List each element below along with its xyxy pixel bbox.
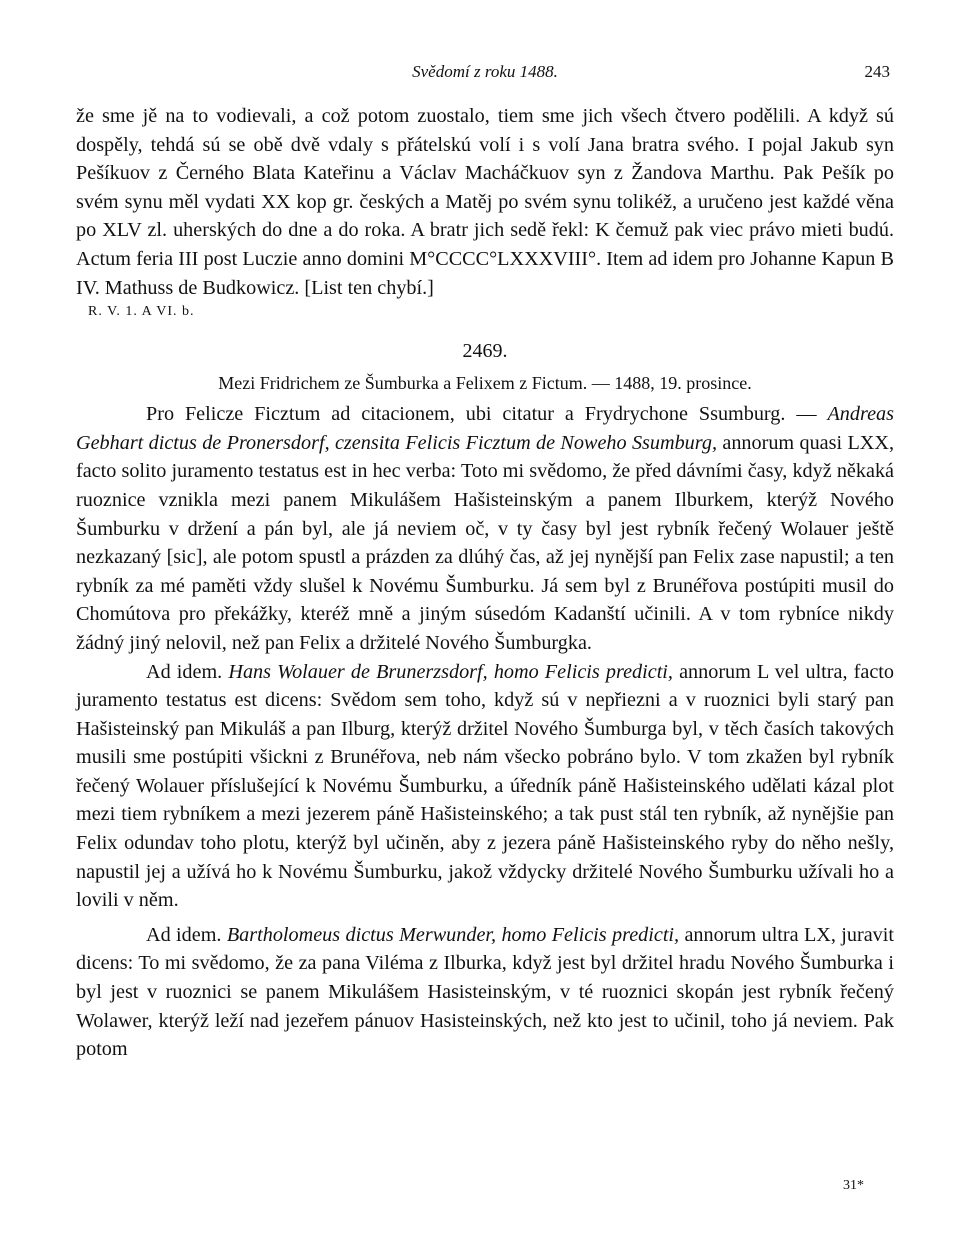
testimony-1-intro: Pro Felicze Ficztum ad citacionem, ubi citatur a Frydrychone Ssumburg. —	[146, 403, 817, 426]
testimony-1-text: annorum quasi LXX, facto solito juramento testatus est in hec verba: Toto mi svědomo, že před dávními časy, když někaká ruoznice vznikla mezi panem Mikulášem Hašisteinským a panem Ilburkem, kterýž Nového Šumburku v držení a pán byl, ale já neviem oč, v ty časy byl jest rybník řečený Wolauer ještě nezkazaný [sic], ale potom spustl a prázden za dlúhý čas, až jej nynější pan Felix zase napustil; a ten rybník za mé paměti vždy slušel k Novému Šumburku. Já sem byl z Brunéřova postúpiti musil do Chomútova pro překážky, kteréž mně a jiným súsedóm Kadanští učinili. A v tom rybníce nikdy žádný jiný nelovil, než pan Felix a držitelé Nového Šumburgka.	[76, 431, 894, 654]
testimony-2-text: annorum L vel ultra, facto juramento testatus est dicens: Svědom sem toho, když sú v nepřiezni a v ruoznici byli starý pan Hašisteinský pan Mikuláš a pan Ilburg, kterýž držitel Nového Šumburga byl, v těch časích takových musili sme postúpiti všickni z Brunéřova, neb nám všecko pobráno bylo. V tom zkažen byl rybník řečený Wolauer příslušející k Novému Šumburku, a úředník páně Hašisteinského udělati kázal plot mezi tiem rybníkem a mezi jezerem páně Hašisteinského; a tak pust stál ten rybník, až nynějšie pan Felix odundav toho plotu, kterýž byl učiněn, aby z jezera páně Hašisteinského ryby do něho nešly, napustil jej a užívá ho k Novému Šumburku, jakož vždycky držitelé Nového Šumburku užívali ho a lovili v něm.	[76, 660, 894, 912]
paragraph-testimony-1	[76, 400, 894, 657]
source-reference: R. V. 1. A VI. b.	[88, 304, 195, 320]
testimony-3-text: annorum ultra LX, juravit dicens: To mi svědomo, že za pana Viléma z Ilburka, když jest byl držitel hradu Nového Šumburka i byl jest v ruoznici se panem Mikulášem Hasisteinským, v té ruoznici skopán jest rybník řečený Wolawer, kterýž leží nad jezeřem pánuov Hasisteinských, než kto jest to učinil, toho já neviem. Pak potom	[76, 923, 894, 1061]
page-number: 243	[864, 62, 890, 81]
testimony-3-witness: Bartholomeus dictus Merwunder, homo Felicis predicti,	[226, 923, 680, 946]
testimony-2-witness: Hans Wolauer de Brunerzsdorf, homo Felicis predicti,	[228, 660, 673, 683]
document-heading: Mezi Fridrichem ze Šumburka a Felixem z Fictum. — 1488, 19. prosince.	[218, 373, 752, 394]
running-title: Svědomí z roku 1488.	[412, 62, 558, 81]
paragraph-continuation: že sme jě na to vodievali, a což potom zuostalo, tiem sme jich všech čtvero podělili. A když sú dospěly, tehdá sú se obě dvě vdaly s přátelskú volí i s volí Jana bratra svého. I pojal Jakub syn Pešíkuov z Černého Blata Kateřinu a Václav Macháčkuov syn z Žandova Marthu. Pak Pešík po svém synu měl vydati XX kop gr. českých a Matěj po svém synu tolikéž, a uručeno jest každé věna po XLV zl. uherských do dne a do roka. A bratr jich sedě řekl: K čemuž pak viec právo mieti budú. Actum feria III post Luczie anno domini M°CCCC°LXXXVIII°. Item ad idem pro Johanne Kapun B IV. Mathuss de Budkowicz. [List ten chybí.]	[76, 105, 894, 299]
document-page	[76, 62, 894, 1064]
testimony-2-intro: Ad idem.	[146, 660, 223, 683]
page-header	[76, 62, 894, 88]
paragraph-testimony-3	[76, 921, 894, 1064]
document-number: 2469.	[462, 340, 508, 363]
printer-signature-mark: 31*	[843, 1178, 864, 1193]
paragraph-testimony-2	[76, 658, 894, 915]
testimony-3-intro: Ad idem.	[146, 923, 222, 946]
testimony-1-witness: Andreas Gebhart dictus de Pronersdorf, czensita Felicis Ficztum de Noweho Ssumburg,	[76, 403, 894, 454]
